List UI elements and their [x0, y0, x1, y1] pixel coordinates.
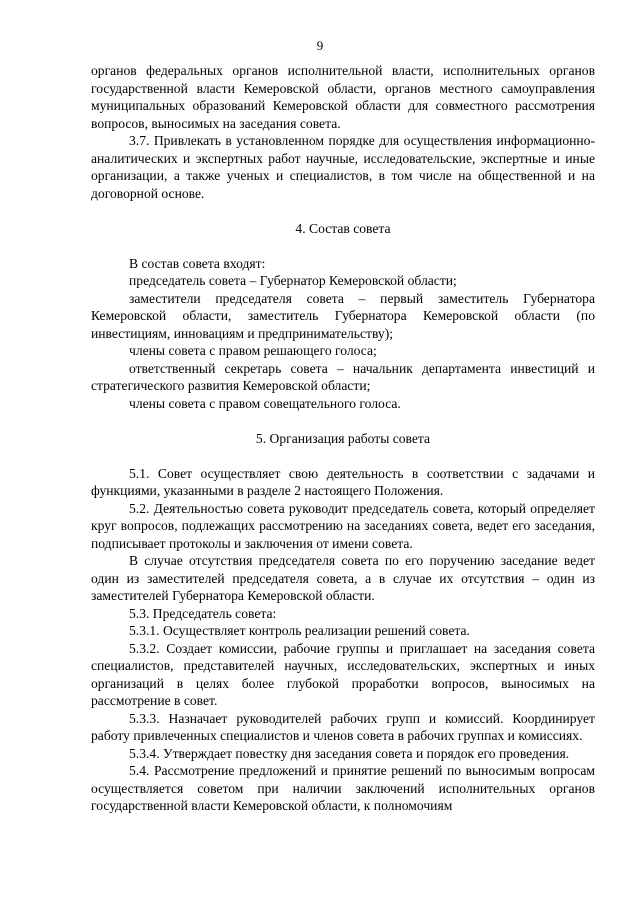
section-5-item: 5.4. Рассмотрение предложений и принятие решений по выносимым вопросам осуществляется советом при наличии заключений исполнительных органов государственной власти Кемеровской области, к полномочиям	[91, 763, 595, 813]
section-4-item: заместители председателя совета – первый заместитель Губернатора Кемеровской области, заместитель Губернатора Кемеровской области (по инвестициям, инновациям и предпринимательству);	[91, 290, 595, 341]
section-5-item: 5.2. Деятельностью совета руководит председатель совета, который определяет круг вопросов, подлежащих рассмотрению на заседаниях совета, ведет его заседания, подписывает протоколы и заключения от имени совета.	[91, 500, 595, 551]
page-number: 9	[316, 38, 324, 53]
section-5-item: 5.1. Совет осуществляет свою деятельность в соответствии с задачами и функциями, указанными в разделе 2 настоящего Положения.	[91, 465, 595, 498]
paragraph: органов федеральных органов исполнительной власти, исполнительных органов государственной власти Кемеровской области, органов местного самоуправления муниципальных образований Кемеровской области для совместного рассмотрения вопросов, выносимых на заседания совета.	[91, 63, 595, 131]
section-4-item: В состав совета входят:	[129, 255, 266, 271]
paragraph-3-7: 3.7. Привлекать в установленном порядке для осуществления информационно-аналитических и экспертных работ научные, исследовательские, экспертные и иные организации, а также ученых и специалистов, в том числе на общественной и на договорной основе.	[91, 133, 595, 201]
section-4-item: члены совета с правом решающего голоса;	[129, 343, 377, 358]
section-5-item: 5.3.4. Утверждает повестку дня заседания совета и порядок его проведения.	[129, 745, 570, 761]
section-4-item: председатель совета – Губернатор Кемеровской области;	[129, 273, 457, 288]
section-5-item: 5.3.3. Назначает руководителей рабочих групп и комиссий. Координирует работу привлеченных специалистов и членов совета в рабочих группах и комиссиях.	[91, 710, 595, 743]
section-5-heading: 5. Организация работы совета	[255, 430, 431, 446]
document-body	[91, 62, 595, 815]
section-4-item: ответственный секретарь совета – начальник департамента инвестиций и стратегического развития Кемеровской области;	[91, 360, 595, 393]
section-4-item: члены совета с правом совещательного голоса.	[129, 395, 401, 411]
section-5-item: 5.3.2. Создает комиссии, рабочие группы и приглашает на заседания совета специалистов, представителей научных, исследовательских, экспертных и иных организаций в целях более глубокой проработки вопросов, выносимых на рассмотрение в совет.	[91, 640, 595, 708]
section-5-item: 5.3.1. Осуществляет контроль реализации решений совета.	[129, 623, 470, 638]
section-5-item: В случае отсутствия председателя совета по его поручению заседание ведет один из заместителей председателя совета, а в случае их отсутствия – один из заместителей Губернатора Кемеровской области.	[91, 553, 595, 603]
section-4-heading: 4. Состав совета	[295, 220, 391, 236]
section-5-item: 5.3. Председатель совета:	[129, 605, 277, 621]
